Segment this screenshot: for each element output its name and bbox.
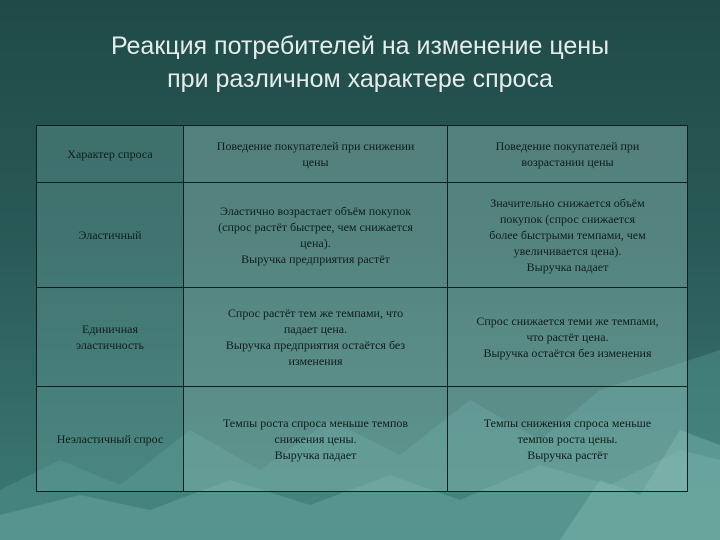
cell-on-increase: Спрос снижается теми же темпами, что растёт цена. Выручка остаётся без изменения xyxy=(448,288,688,387)
table-header-row xyxy=(37,126,688,183)
title-line-1: Реакция потребителей на изменение цены xyxy=(110,32,610,60)
cell-on-decrease: Спрос растёт тем же темпами, что падает цена. Выручка предприятия остаётся без изменения xyxy=(184,288,448,387)
cell-demand-type: Единичная эластичность xyxy=(37,288,184,387)
slide-title xyxy=(0,30,720,96)
cell-on-decrease: Темпы роста спроса меньше темпов снижения цены. Выручка падает xyxy=(184,387,448,492)
header-cell-price-increase: Поведение покупателей при возрастании цены xyxy=(448,126,688,183)
header-cell-demand-type: Характер спроса xyxy=(37,126,184,183)
table-row xyxy=(37,183,688,288)
table-row xyxy=(37,288,688,387)
header-cell-price-decrease: Поведение покупателей при снижении цены xyxy=(184,126,448,183)
table-row xyxy=(37,387,688,492)
cell-on-increase: Значительно снижается объём покупок (спрос снижается более быстрыми темпами, чем увеличивается цена). Выручка падает xyxy=(448,183,688,288)
title-line-2: при различном характере спроса xyxy=(167,65,553,93)
cell-demand-type: Неэластичный спрос xyxy=(37,387,184,492)
demand-reaction-table xyxy=(36,125,688,492)
cell-demand-type: Эластичный xyxy=(37,183,184,288)
cell-on-increase: Темпы снижения спроса меньше темпов роста цены. Выручка растёт xyxy=(448,387,688,492)
cell-on-decrease: Эластично возрастает объём покупок (спрос растёт быстрее, чем снижается цена). Выручка предприятия растёт xyxy=(184,183,448,288)
